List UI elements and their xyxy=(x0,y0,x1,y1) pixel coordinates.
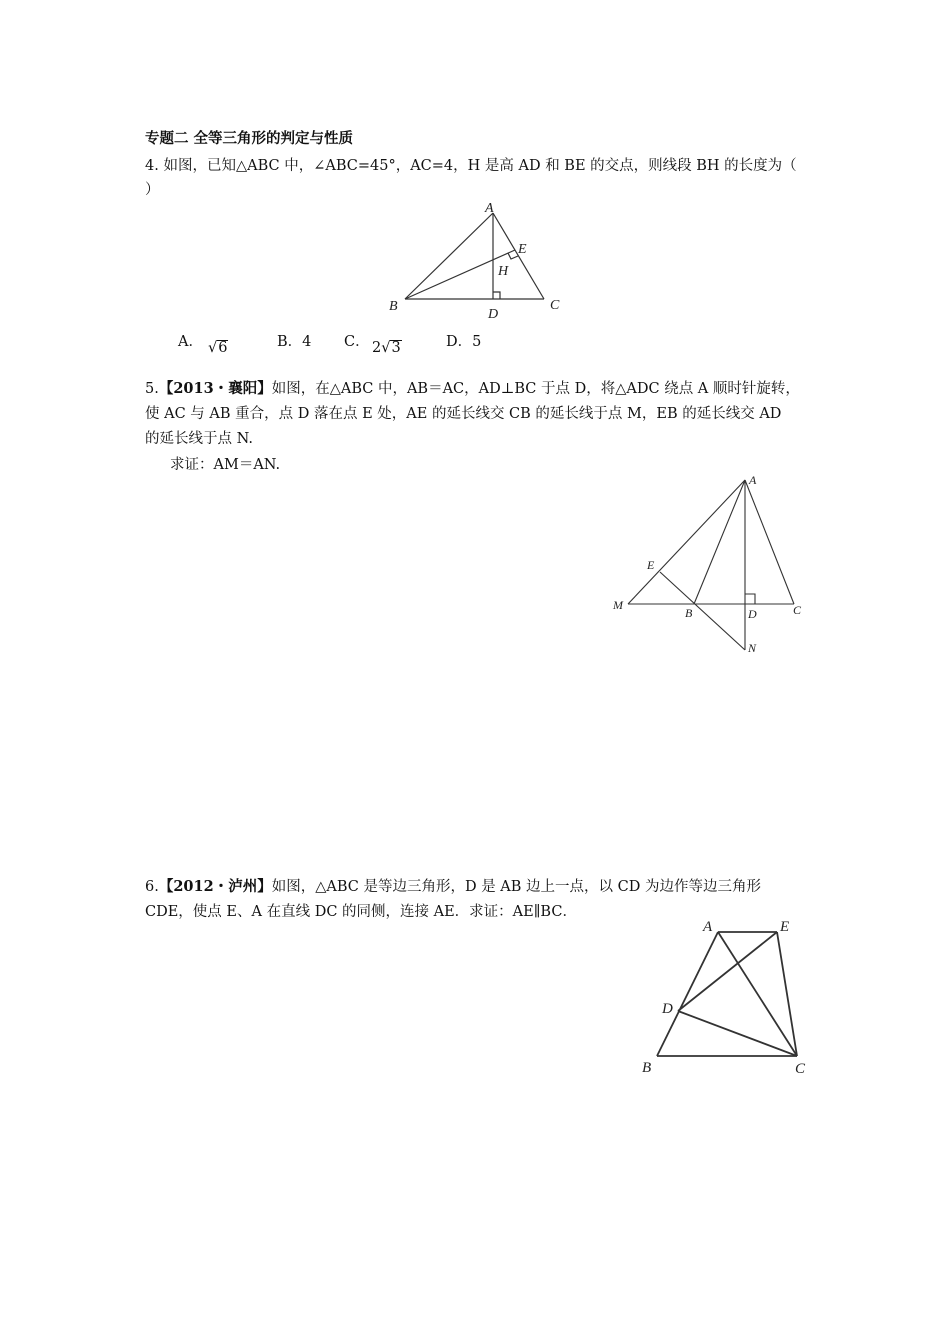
q4-right-angle-e xyxy=(508,253,518,259)
q6-label-b: B xyxy=(642,1060,652,1076)
q4-label-d: D xyxy=(488,307,499,322)
q5-label-d: D xyxy=(748,607,757,621)
q5-label-m: M xyxy=(613,598,623,612)
q6-text-line1: 6.【2012・泸州】如图，△ABC 是等边三角形，D 是 AB 边上一点，以 CD 为边作等边三角形 xyxy=(145,878,761,895)
q5-number: 5 xyxy=(145,381,155,397)
q6-label-a: A xyxy=(703,919,713,935)
q4-text-line1 xyxy=(145,154,797,175)
q4-label-a: A xyxy=(485,201,494,216)
q5-source: 【2013・襄阳】 xyxy=(158,380,272,397)
q5-stem-1: 如图，在△ABC 中，AB＝AC，AD⊥BC 于点 D，将△ADC 绕点 A 顺时针旋转， xyxy=(271,381,800,397)
q4-text-line2: ） xyxy=(145,182,160,198)
q5-text-line2: 使 AC 与 AB 重合，点 D 落在点 E 处，AE 的延长线交 CB 的延长线于点 M，EB 的延长线交 AD xyxy=(145,406,782,422)
q6-label-e: E xyxy=(780,919,790,935)
q6-number: 6 xyxy=(145,879,155,895)
section-title: 专题二 全等三角形的判定与性质 xyxy=(145,131,354,147)
q5-seg-ac xyxy=(745,480,794,604)
q4-option-b: B．4 xyxy=(277,334,312,350)
q5-label-n: N xyxy=(748,641,757,655)
q6-label-c: C xyxy=(795,1061,806,1077)
q6-stem-1: 如图，△ABC 是等边三角形，D 是 AB 边上一点，以 CD 为边作等边三角形 xyxy=(271,879,761,895)
q5-text-line3: 的延长线于点 N. xyxy=(145,431,253,447)
q6-seg-dc xyxy=(678,1011,797,1056)
q4-number: 4 xyxy=(145,158,155,174)
q5-seg-en xyxy=(660,572,745,650)
q6-seg-ab xyxy=(657,932,718,1056)
q5-label-b: B xyxy=(685,606,693,620)
q5-right-angle-d xyxy=(745,594,755,604)
q6-seg-ce xyxy=(777,932,797,1056)
q5-label-c: C xyxy=(793,603,802,617)
q4-stem: . 如图，已知△ABC 中，∠ABC=45°，AC=4，H 是高 AD 和 BE 的交点，则线段 BH 的长度为（ xyxy=(154,158,797,174)
q5-label-a: A xyxy=(749,473,757,487)
q4-right-angle-d xyxy=(493,292,500,299)
q5-seg-am xyxy=(628,480,745,604)
q5-text-line1: 5.【2013・襄阳】如图，在△ABC 中，AB＝AC，AD⊥BC 于点 D，将△ADC 绕点 A 顺时针旋转， xyxy=(145,380,800,397)
q5-label-e: E xyxy=(647,558,655,572)
q4-seg-ab xyxy=(405,213,493,299)
q4-option-c-value: 2√3 xyxy=(372,340,401,356)
q4-altitude-be xyxy=(405,250,515,299)
q4-label-c: C xyxy=(550,298,560,313)
q4-option-a-value: √6 xyxy=(208,340,228,356)
q5-prove: 求证：AM＝AN. xyxy=(170,457,281,473)
q6-text-line2: CDE，使点 E、A 在直线 DC 的同侧，连接 AE．求证：AE∥BC． xyxy=(145,904,577,920)
q4-label-h: H xyxy=(498,264,509,279)
q4-option-a-label: A． xyxy=(178,334,203,350)
q4-option-c-label: C． xyxy=(344,334,370,350)
q6-seg-ac xyxy=(718,932,797,1056)
q4-seg-ac xyxy=(493,213,544,299)
q4-label-b: B xyxy=(389,299,398,314)
q6-label-d: D xyxy=(662,1001,673,1017)
q5-seg-ab xyxy=(694,480,745,604)
q6-seg-de xyxy=(678,932,777,1011)
q4-label-e: E xyxy=(518,242,527,257)
q4-option-d: D．5 xyxy=(446,334,482,350)
q6-source: 【2012・泸州】 xyxy=(158,878,272,895)
